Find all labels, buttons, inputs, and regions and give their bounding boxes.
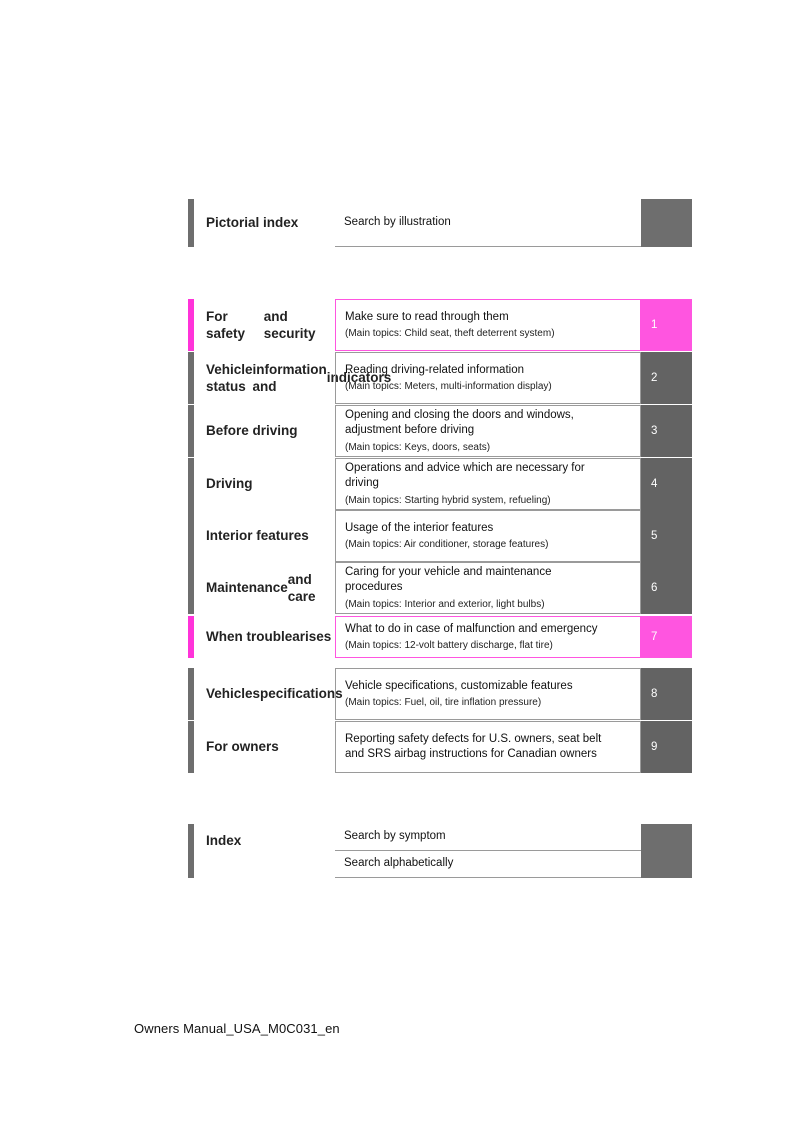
chapter-number: 3: [641, 405, 692, 457]
chapter-subtopics: (Main topics: Fuel, oil, tire inflation pressure): [345, 696, 542, 708]
chapter-description-cell: [335, 510, 641, 562]
chapter-number: 1: [641, 299, 692, 351]
chapter-number: 6: [641, 562, 692, 614]
chapter-description-cell: [335, 721, 641, 773]
index-description: Search by symptom: [344, 830, 446, 843]
chapter-description-cell: [335, 616, 641, 658]
toc-row-index-symptom[interactable]: [188, 824, 692, 851]
chapter-description: Usage of the interior features: [345, 521, 494, 534]
chapter-number: 7: [641, 616, 692, 658]
toc-row-chapter-2[interactable]: [188, 352, 692, 404]
index-block: [188, 824, 692, 878]
chapter-title: Pictorial index: [206, 215, 299, 231]
toc-row-chapter-8[interactable]: [188, 668, 692, 720]
chapter-title: Interior features: [206, 528, 309, 544]
toc-row-chapter-1[interactable]: [188, 299, 692, 351]
chapter-number: 5: [641, 510, 692, 562]
index-title-spacer: [194, 851, 335, 878]
chapter-description: Reporting safety defects for U.S. owners, seat belt and SRS airbag instructions for Canadian owners: [345, 732, 602, 760]
chapter-description: Caring for your vehicle and maintenance procedures: [345, 565, 552, 594]
chapter-subtopics: (Main topics: Air conditioner, storage features): [345, 538, 549, 550]
toc-row-pictorial-index[interactable]: [188, 199, 692, 247]
index-title: Index: [206, 832, 242, 848]
chapter-subtopics: (Main topics: Keys, doors, seats): [345, 441, 491, 453]
chapter-description: Vehicle specifications, customizable features: [345, 679, 573, 692]
chapter-description: Reading driving-related information: [345, 363, 524, 376]
chapter-description: Search by illustration: [344, 215, 451, 228]
chapter-subtopics: (Main topics: Meters, multi-information display): [345, 380, 552, 392]
footer-document-id: Owners Manual_USA_M0C031_en: [134, 1021, 340, 1036]
index-number: [641, 851, 692, 878]
toc-row-chapter-4[interactable]: [188, 458, 692, 510]
chapter-subtopics: (Main topics: 12-volt battery discharge, flat tire): [345, 639, 553, 651]
chapter-description: Opening and closing the doors and windows, adjustment before driving: [345, 408, 574, 437]
toc-row-chapter-7[interactable]: [188, 616, 692, 658]
chapter-title: Before driving: [206, 423, 298, 439]
chapter-description-cell: [335, 458, 641, 510]
chapter-description-cell: [335, 668, 641, 720]
chapter-description-cell: [335, 299, 641, 351]
chapter-description: Make sure to read through them: [345, 310, 509, 323]
toc-row-chapter-6[interactable]: [188, 562, 692, 614]
chapter-number: 2: [641, 352, 692, 404]
index-description: Search alphabetically: [344, 857, 454, 870]
chapter-title: Driving: [206, 476, 253, 492]
index-description-cell: [335, 824, 641, 851]
chapter-number: 9: [641, 721, 692, 773]
chapter-title: For owners: [206, 739, 279, 755]
toc-row-index-alphabetical[interactable]: [188, 851, 692, 878]
chapter-description-cell: [335, 199, 641, 247]
chapter-number: [641, 199, 692, 247]
chapter-number: 8: [641, 668, 692, 720]
chapter-number: 4: [641, 458, 692, 510]
chapter-description: What to do in case of malfunction and emergency: [345, 622, 598, 635]
chapter-title: Vehicle specifications: [206, 686, 343, 702]
chapter-description-cell: [335, 352, 641, 404]
index-number: [641, 824, 692, 851]
toc-row-chapter-3[interactable]: [188, 405, 692, 457]
chapter-description-cell: [335, 562, 641, 614]
chapter-title: Maintenance and care: [206, 571, 316, 604]
chapter-subtopics: (Main topics: Child seat, theft deterrent system): [345, 327, 555, 339]
chapter-description-cell: [335, 405, 641, 457]
chapter-title: For safety and security: [206, 308, 316, 341]
toc-row-chapter-9[interactable]: [188, 721, 692, 773]
chapter-title: Vehicle status information and indicators: [206, 361, 392, 394]
chapter-subtopics: (Main topics: Interior and exterior, light bulbs): [345, 598, 545, 610]
chapter-subtopics: (Main topics: Starting hybrid system, refueling): [345, 494, 551, 506]
index-description-cell: [335, 851, 641, 878]
chapter-title: When trouble arises: [206, 629, 332, 645]
toc-row-chapter-5[interactable]: [188, 510, 692, 562]
chapter-description: Operations and advice which are necessary for driving: [345, 461, 585, 490]
